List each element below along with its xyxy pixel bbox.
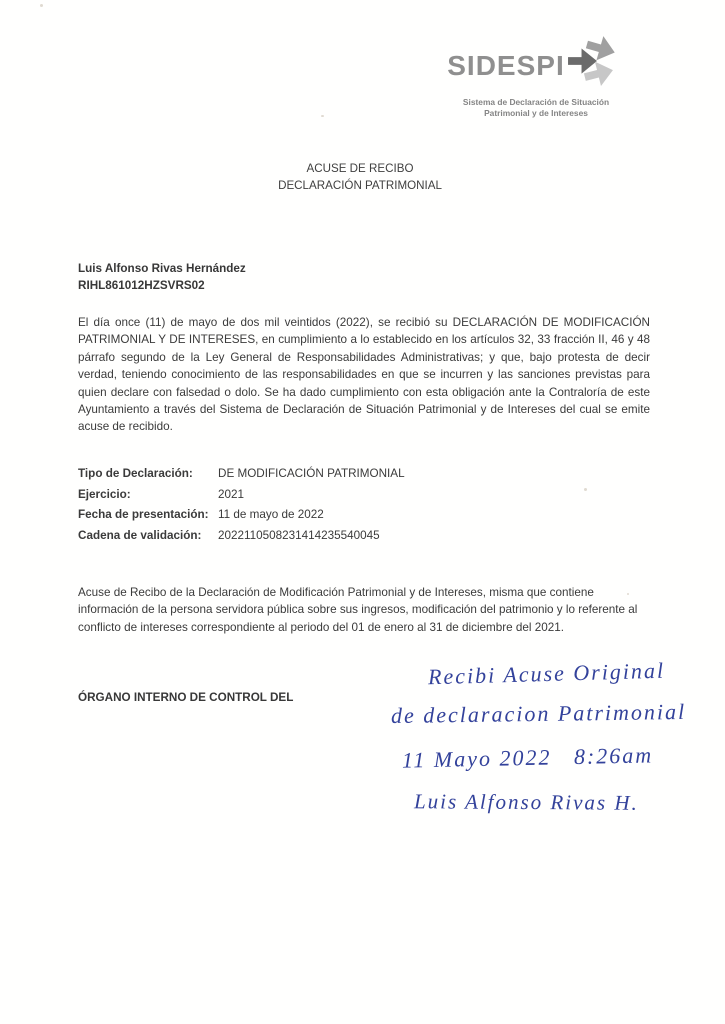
- document-title: [0, 161, 720, 194]
- field-row-ejercicio: [78, 485, 405, 506]
- field-value: 11 de mayo de 2022: [218, 508, 324, 522]
- paragraph-summary: Acuse de Recibo de la Declaración de Modificación Patrimonial y de Intereses, misma que contiene información de la persona servidora pública sobre sus ingresos, modificación del patrimonio y lo referente al conflicto de intereses correspondiente al periodo del 01 de enero al 31 de diciembre del 2021.: [78, 586, 638, 634]
- paragraph-main: El día once (11) de mayo de dos mil veintidos (2022), se recibió su DECLARACIÓN DE MODIFICACIÓN PATRIMONIAL Y DE INTERESES, en cumplimiento a lo establecido en los artículos 32, 33 fracción II, 46 y 48 párrafo segundo de la Ley General de Responsabilidades Administrativas; y que, bajo protesta de decir verdad, teniendo conocimiento de las responsabilidades en que se incurren y las sanciones previstas para quien declare con falsedad o dolo. Se ha dado cumplimiento con esta obligación ante la Contraloría de este Ayuntamiento a través del Sistema de Declaración de Situación Patrimonial y de Intereses del cual se emite acuse de recibido.: [78, 316, 650, 434]
- handwritten-line-1: Recibi Acuse Original: [427, 657, 666, 690]
- field-label: Cadena de validación:: [78, 528, 202, 542]
- field-value: DE MODIFICACIÓN PATRIMONIAL: [218, 467, 405, 480]
- handwritten-line-4: Luis Alfonso Rivas H.: [413, 789, 639, 815]
- field-label: Tipo de Declaración:: [78, 467, 193, 480]
- field-value: 2021: [218, 487, 245, 501]
- field-row-cadena: [78, 526, 405, 547]
- field-row-tipo: [78, 464, 405, 485]
- scan-speck: [40, 4, 43, 7]
- document-title-line2: DECLARACIÓN PATRIMONIAL: [278, 178, 442, 192]
- document-title-line1: ACUSE DE RECIBO: [306, 162, 414, 175]
- scan-speck: [321, 115, 324, 117]
- scan-speck: [627, 593, 629, 595]
- handwritten-line-3: 11 Mayo 2022 8:26am: [401, 742, 654, 773]
- logo-tagline-line1: Sistema de Declaración de Situación: [462, 97, 610, 107]
- logo-tagline-line2: Patrimonial y de Intereses: [484, 107, 588, 118]
- organo-interno-heading: ÓRGANO INTERNO DE CONTROL DEL: [78, 691, 294, 704]
- declarant-curp: RIHL861012HZSVRS02: [78, 278, 205, 292]
- handwritten-line-2: de declaracion Patrimonial: [390, 698, 687, 729]
- field-label: Ejercicio:: [78, 487, 131, 501]
- field-label: Fecha de presentación:: [78, 508, 209, 522]
- triple-right-arrow-icon: [567, 35, 625, 94]
- declaration-fields: [78, 464, 405, 546]
- field-value: 2022110508231414235540045: [218, 528, 380, 542]
- declarant-name: Luis Alfonso Rivas Hernández: [78, 262, 246, 275]
- logo-brand-text: SIDESPI: [447, 49, 565, 81]
- sidespi-logo: [426, 36, 646, 118]
- scan-speck: [584, 488, 587, 491]
- field-row-fecha: [78, 505, 405, 526]
- declarant-block: [78, 261, 246, 294]
